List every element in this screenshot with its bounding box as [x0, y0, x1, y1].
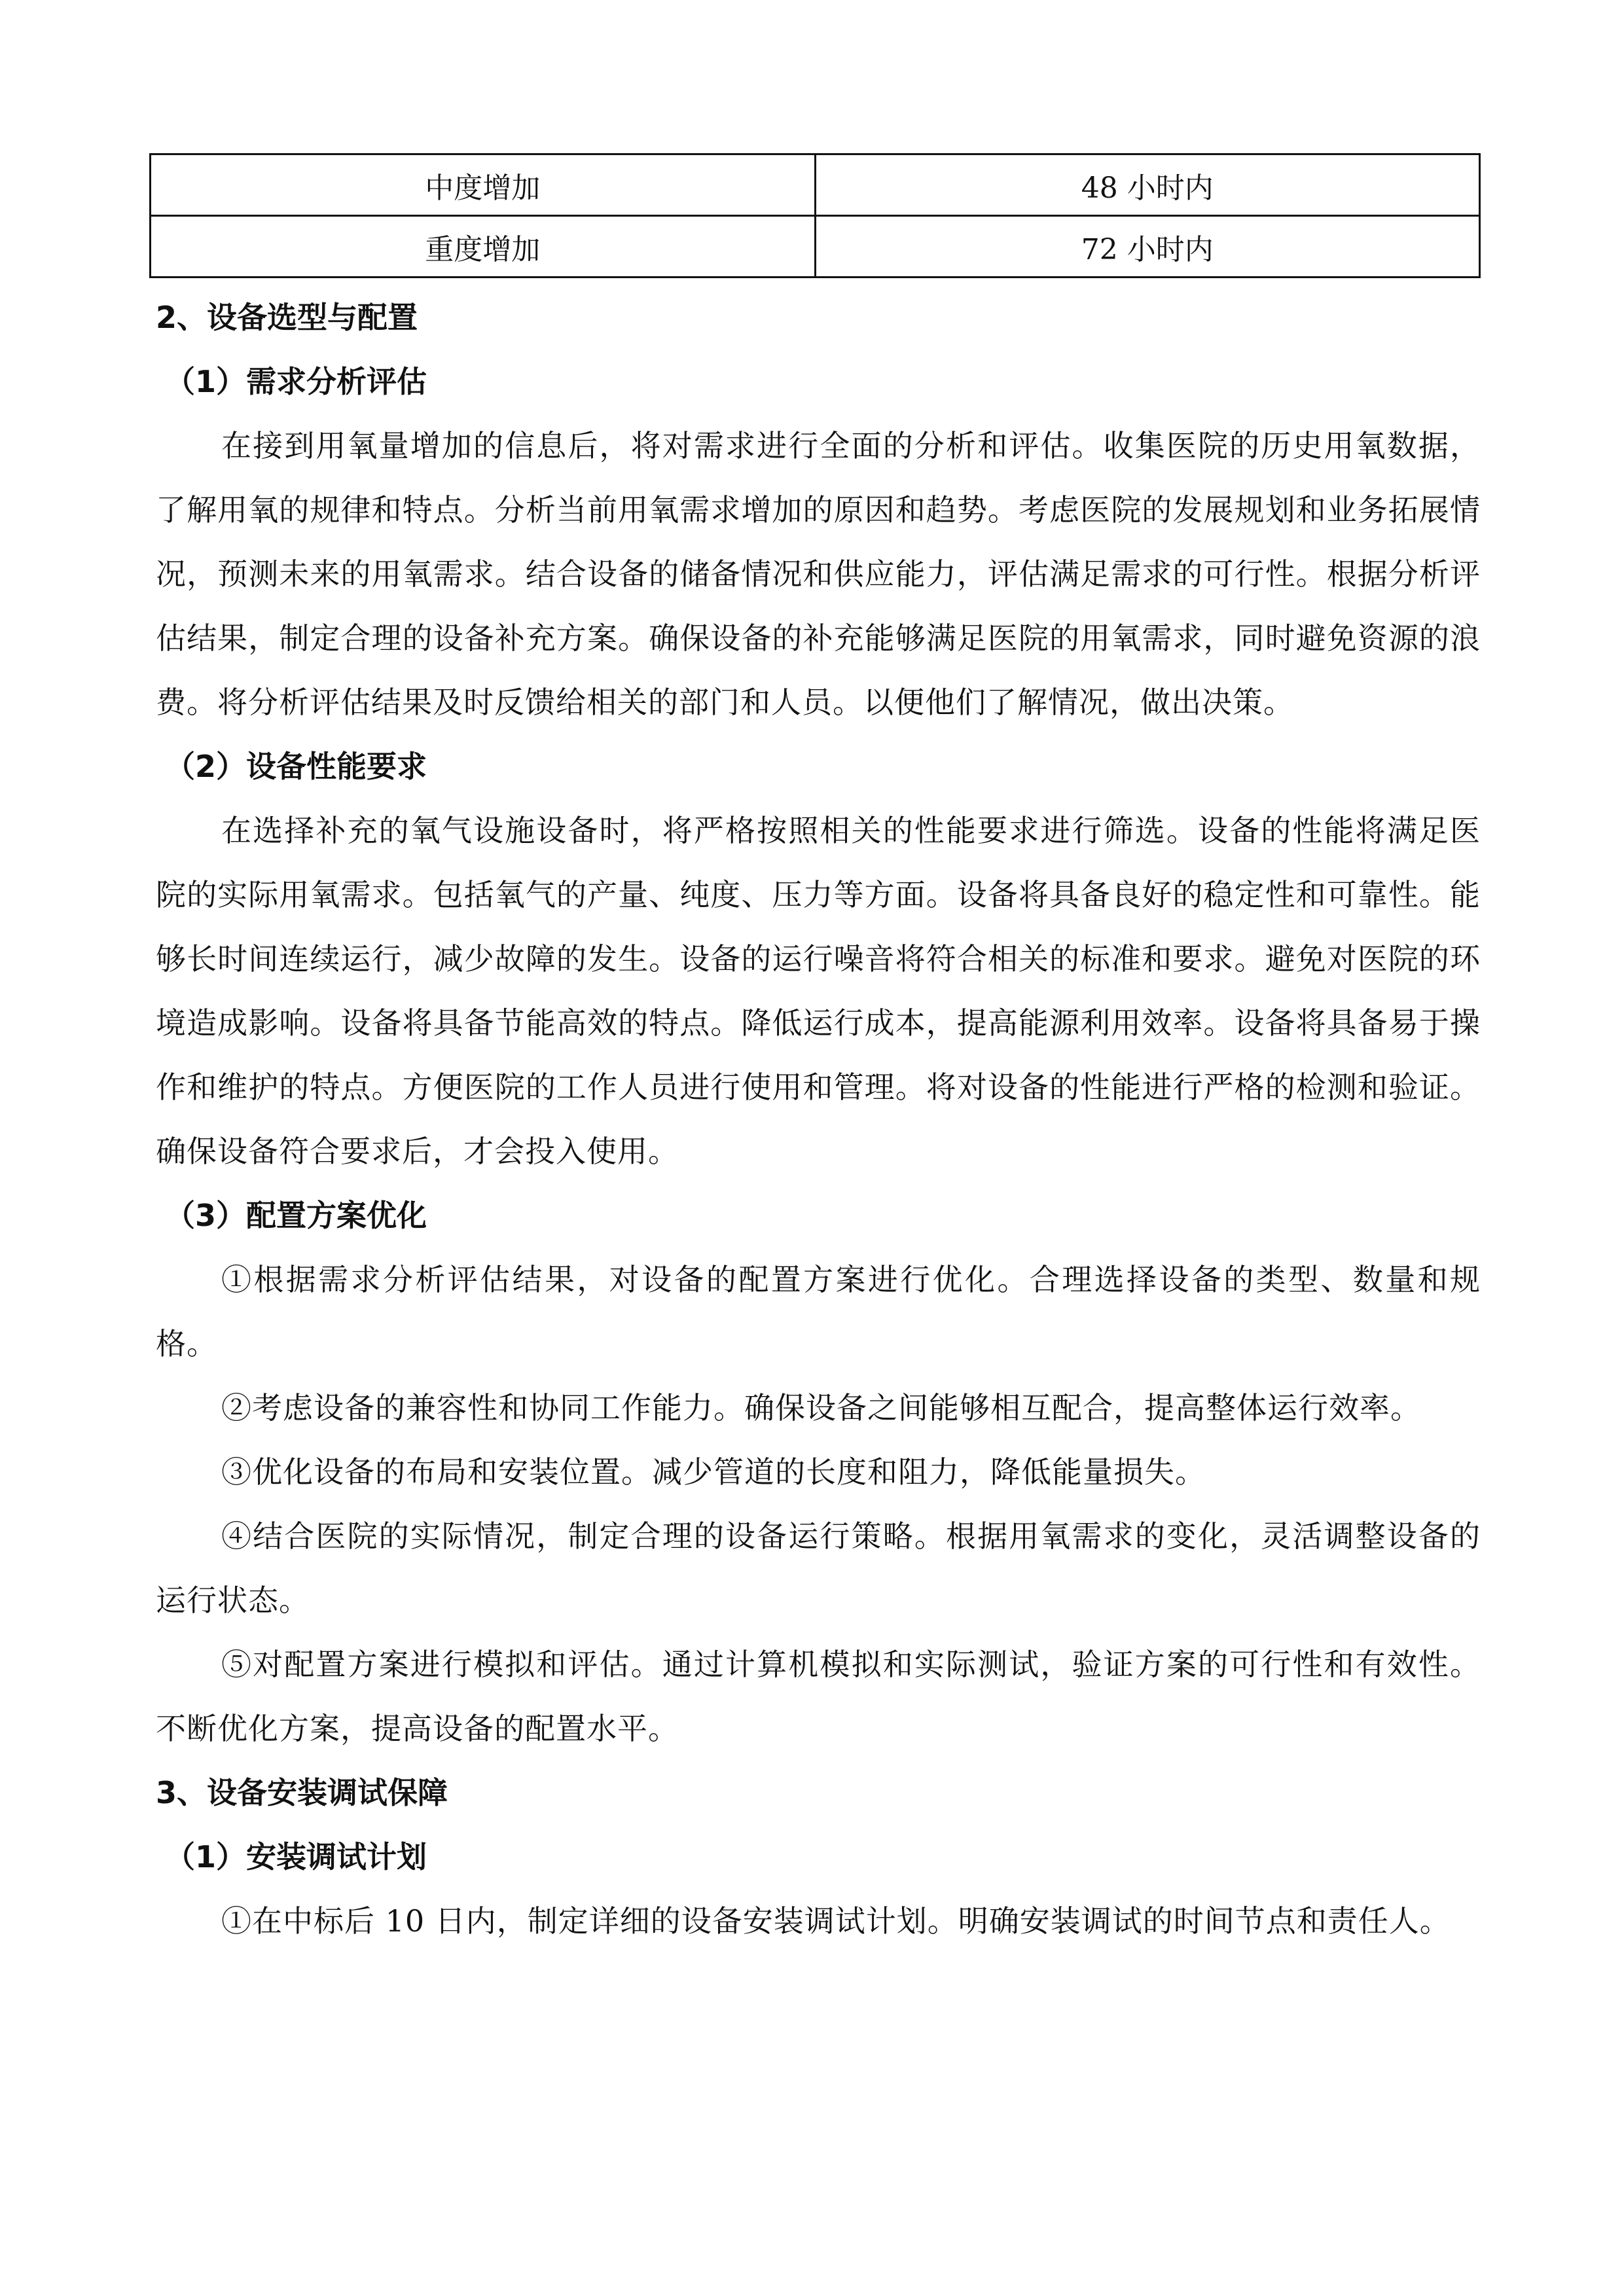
table-cell-level: 重度增加 [151, 216, 816, 278]
list-item: ③优化设备的布局和安装位置。减少管道的长度和阻力，降低能量损失。 [221, 1454, 1206, 1490]
table-cell-time: 48 小时内 [815, 154, 1480, 216]
table-row [151, 154, 1480, 216]
subheading-install-plan: （1）安装调试计划 [165, 1839, 427, 1874]
table-cell-level: 中度增加 [151, 154, 816, 216]
paragraph-performance: 在选择补充的氧气设施设备时，将严格按照相关的性能要求进行筛选。设备的性能将满足医院的实际用氧需求。包括氧气的产量、纯度、压力等方面。设备将具备良好的稳定性和可靠性。能够长时间连续运行，减少故障的发生。设备的运行噪音将符合相关的标准和要求。避免对医院的环境造成影响。设备将具备节能高效的特点。降低运行成本，提高能源利用效率。设备将具备易于操作和维护的特点。方便医院的工作人员进行使用和管理。将对设备的性能进行严格的检测和验证。确保设备符合要求后，才会投入使用。 [156, 813, 1481, 1169]
list-item: ①根据需求分析评估结果，对设备的配置方案进行优化。合理选择设备的类型、数量和规格。 [156, 1262, 1481, 1361]
table-row [151, 216, 1480, 278]
section-heading-2: 2、设备选型与配置 [156, 300, 418, 335]
list-item: ④结合医院的实际情况，制定合理的设备运行策略。根据用氧需求的变化，灵活调整设备的运行状态。 [156, 1518, 1481, 1618]
subheading-demand-analysis: （1）需求分析评估 [165, 364, 427, 399]
document-body [156, 285, 1481, 1953]
list-item: ⑤对配置方案进行模拟和评估。通过计算机模拟和实际测试，验证方案的可行性和有效性。不断优化方案，提高设备的配置水平。 [156, 1647, 1481, 1746]
list-item: ②考虑设备的兼容性和协同工作能力。确保设备之间能够相互配合，提高整体运行效率。 [221, 1390, 1421, 1426]
paragraph-demand-analysis: 在接到用氧量增加的信息后，将对需求进行全面的分析和评估。收集医院的历史用氧数据，了解用氧的规律和特点。分析当前用氧需求增加的原因和趋势。考虑医院的发展规划和业务拓展情况，预测未来的用氧需求。结合设备的储备情况和供应能力，评估满足需求的可行性。根据分析评估结果，制定合理的设备补充方案。确保设备的补充能够满足医院的用氧需求，同时避免资源的浪费。将分析评估结果及时反馈给相关的部门和人员。以便他们了解情况，做出决策。 [156, 428, 1481, 720]
subheading-performance: （2）设备性能要求 [165, 749, 427, 784]
subheading-config-optimization: （3）配置方案优化 [165, 1198, 427, 1233]
section-heading-3: 3、设备安装调试保障 [156, 1775, 448, 1810]
list-item: ①在中标后 10 日内，制定详细的设备安装调试计划。明确安装调试的时间节点和责任人。 [221, 1903, 1451, 1939]
table-cell-time: 72 小时内 [815, 216, 1480, 278]
response-time-table [149, 153, 1481, 278]
